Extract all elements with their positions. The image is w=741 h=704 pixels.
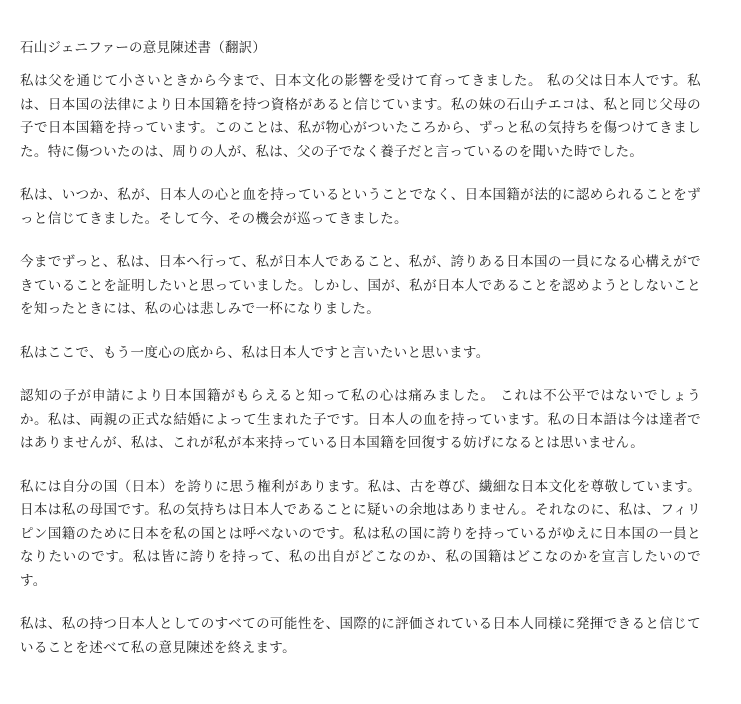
paragraph-1: 私は父を通じて小さいときから今まで、日本文化の影響を受けて育ってきました。 私の父は日本人です。私は、日本国の法律により日本国籍を持つ資格があると信じています。私の妹の石山チエコは、私と同じ父母の子で日本国籍を持っています。このことは、私が物心がついたころから、ずっと私の気持ちを傷つけてきました。特に傷ついたのは、周りの人が、私は、父の子でなく養子だと言っているのを聞いた時でした。: [20, 73, 701, 160]
document-title: 石山ジェニファーの意見陳述書（翻訳）: [20, 40, 267, 56]
paragraph-4: 私はここで、もう一度心の底から、私は日本人ですと言いたいと思います。: [20, 344, 490, 361]
paragraph-6: 私には自分の国（日本）を誇りに思う権利があります。私は、古を尊び、繊細な日本文化を尊敬しています。日本は私の母国です。私の気持ちは日本人であることに疑いの余地はありません。それなのに、私は、フィリピン国籍のために日本を私の国とは呼べないのです。私は私の国に誇りを持っているがゆえに日本国の一員となりたいのです。私は皆に誇りを持って、私の出自がどこなのか、私の国籍はどこなのかを宣言したいのです。: [20, 478, 701, 589]
paragraph-2: 私は、いつか、私が、日本人の心と血を持っているということでなく、日本国籍が法的に認められることをずっと信じてきました。そして今、その機会が巡ってきました。: [20, 187, 701, 227]
paragraph-3: 今までずっと、私は、日本へ行って、私が日本人であること、私が、誇りある日本国の一員になる心構えができていることを証明したいと思っていました。しかし、国が、私が日本人であることを認めようとしないことを知ったときには、私の心は悲しみで一杯になりました。: [20, 254, 701, 317]
paragraph-7: 私は、私の持つ日本人としてのすべての可能性を、国際的に評価されている日本人同様に発揮できると信じていることを述べて私の意見陳述を終えます。: [20, 616, 701, 656]
paragraph-5: 認知の子が申請により日本国籍がもらえると知って私の心は痛みました。 これは不公平ではないでしょうか。私は、両親の正式な結婚によって生まれた子です。日本人の血を持っています。私の日本語は今は達者ではありませんが、私は、これが私が本来持っている日本国籍を回復する妨げになるとは思いません。: [20, 388, 701, 451]
